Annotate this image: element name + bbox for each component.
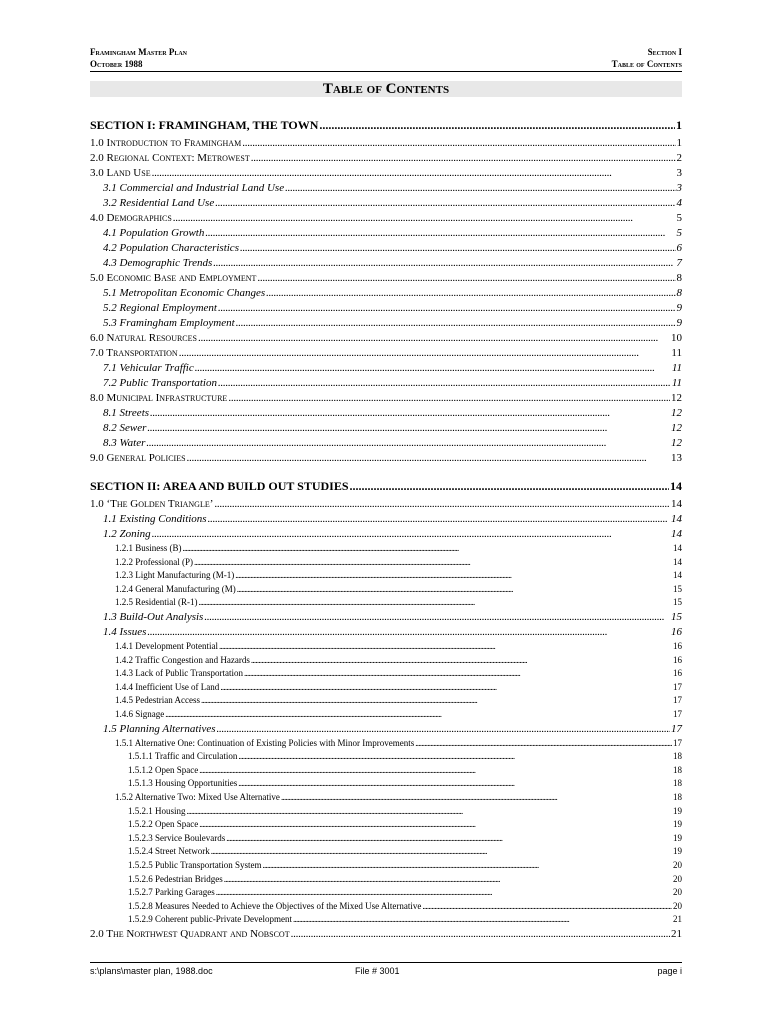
toc-entry-title: 3.0 Land Use — [90, 167, 151, 179]
toc-dot-leader — [244, 668, 672, 678]
toc-dot-leader — [251, 152, 676, 164]
toc-entry — [90, 695, 682, 705]
toc-dot-leader — [199, 819, 672, 829]
toc-entry-title: 1.5.2.2 Open Space — [128, 819, 199, 830]
toc-entry — [90, 584, 682, 594]
toc-page-number: 10 — [671, 332, 682, 344]
toc-dot-leader — [422, 901, 672, 911]
toc-entry-title: 1.5.2.3 Service Boulevards — [128, 832, 226, 843]
toc-entry-title: 5.1 Metropolitan Economic Changes — [103, 287, 266, 299]
toc-entry — [90, 498, 682, 510]
header-section-title: Table of Contents — [611, 59, 682, 69]
toc-dot-leader — [204, 611, 670, 623]
toc-entry — [90, 597, 682, 607]
toc-dot-leader — [319, 118, 675, 133]
toc-dot-leader — [293, 914, 672, 924]
toc-dot-leader — [213, 257, 675, 269]
toc-entry-title: 3.1 Commercial and Industrial Land Use — [103, 182, 285, 194]
toc-dot-leader — [173, 212, 676, 224]
toc-entry — [90, 833, 682, 843]
toc-entry-title: 1.4 Issues — [103, 626, 147, 638]
toc-entry-title: 1.5.1.2 Open Space — [128, 764, 199, 775]
toc-entry-title: 1.0 Introduction to Framingham — [90, 137, 242, 149]
toc-dot-leader — [263, 860, 672, 870]
toc-page-number: 12 — [671, 407, 682, 419]
toc-page-number: 19 — [673, 819, 682, 830]
toc-dot-leader — [199, 765, 672, 775]
toc-entry — [90, 641, 682, 651]
toc-page-number: 12 — [671, 422, 682, 434]
toc-entry — [90, 778, 682, 788]
toc-dot-leader — [211, 846, 672, 856]
toc-dot-leader — [238, 751, 672, 761]
toc-page-number: 12 — [671, 392, 682, 404]
toc-dot-leader — [217, 723, 670, 735]
toc-entry — [90, 513, 682, 525]
toc-entry-title: 1.2.3 Light Manufacturing (M-1) — [115, 570, 235, 581]
toc-page-number: 11 — [671, 362, 682, 374]
toc-page-number: 9 — [676, 302, 682, 314]
toc-dot-leader — [152, 167, 676, 179]
toc-entry-title: 8.2 Sewer — [103, 422, 147, 434]
toc-entry-title: 9.0 General Policies — [90, 452, 186, 464]
toc-dot-leader — [199, 597, 673, 607]
toc-entry-title: 1.5.2.4 Street Network — [128, 846, 210, 857]
toc-dot-leader — [179, 347, 671, 359]
toc-page-number: 17 — [673, 681, 682, 692]
toc-page-number: 16 — [673, 654, 682, 665]
toc-page-number: 19 — [673, 805, 682, 816]
toc-page-number: 11 — [671, 377, 682, 389]
toc-entry-title: 1.1 Existing Conditions — [103, 513, 207, 525]
toc-entry — [90, 655, 682, 665]
toc-entry — [90, 846, 682, 856]
toc-page-number: 11 — [671, 347, 682, 359]
toc-entry-title: 1.5.1.3 Housing Opportunities — [128, 778, 238, 789]
toc-dot-leader — [195, 362, 671, 374]
toc-entry — [90, 914, 682, 924]
toc-dot-leader — [228, 392, 670, 404]
toc-dot-leader — [224, 874, 672, 884]
toc-entry — [90, 874, 682, 884]
toc-entry-title: 1.5.1 Alternative One: Continuation of Existing Policies with Minor Improvements — [115, 737, 415, 748]
toc-entry-title: 7.0 Transportation — [90, 347, 178, 359]
toc-entry-title: SECTION I: FRAMINGHAM, THE TOWN — [90, 118, 319, 132]
toc-dot-leader — [150, 407, 670, 419]
toc-dot-leader — [147, 422, 670, 434]
toc-page-number: 1 — [676, 137, 682, 149]
toc-entry-title: 3.2 Residential Land Use — [103, 197, 215, 209]
toc-entry-title: 1.5.2.6 Pedestrian Bridges — [128, 873, 223, 884]
toc-dot-leader — [215, 197, 675, 209]
toc-dot-leader — [285, 182, 675, 194]
toc-entry — [90, 738, 682, 748]
toc-entry — [90, 928, 682, 940]
toc-page-number: 16 — [673, 668, 682, 679]
toc-entry — [90, 392, 682, 404]
toc-entry-title: 5.0 Economic Base and Employment — [90, 272, 257, 284]
toc-entry — [90, 806, 682, 816]
toc-entry-title: 1.2.4 General Manufacturing (M) — [115, 583, 236, 594]
toc-entry — [90, 570, 682, 580]
toc-dot-leader — [187, 452, 670, 464]
toc-dot-leader — [205, 227, 675, 239]
toc-entry-title: 4.0 Demographics — [90, 212, 172, 224]
toc-dot-leader — [415, 738, 672, 748]
toc-dot-leader — [240, 242, 676, 254]
toc-entry-title: 1.4.4 Inefficient Use of Land — [115, 681, 220, 692]
toc-dot-leader — [165, 709, 672, 719]
toc-entry-title: 1.2 Zoning — [103, 528, 151, 540]
toc-page-number: 17 — [673, 737, 682, 748]
toc-entry-title: 1.5.2.1 Housing — [128, 805, 186, 816]
toc-entry-title: 5.2 Regional Employment — [103, 302, 217, 314]
toc-entry-title: 2.0 Regional Context: Metrowest — [90, 152, 250, 164]
toc-page-number: 20 — [673, 900, 682, 911]
toc-entry — [90, 611, 682, 623]
page-title: Table of Contents — [322, 81, 450, 97]
header-plan-name: Framingham Master Plan — [90, 47, 187, 57]
toc-entry — [90, 287, 682, 299]
toc-dot-leader — [152, 528, 670, 540]
toc-entry-title: 1.5.2.7 Parking Garages — [128, 887, 215, 898]
toc-dot-leader — [198, 332, 670, 344]
toc-page-number: 15 — [673, 583, 682, 594]
toc-entry — [90, 723, 682, 735]
toc-page-number: 8 — [676, 272, 682, 284]
toc-entry — [90, 792, 682, 802]
toc-page-number: 14 — [673, 570, 682, 581]
toc-entry-title: 1.4.6 Signage — [115, 709, 165, 719]
toc-entry — [90, 528, 682, 540]
toc-entry — [90, 765, 682, 775]
toc-entry-title: 1.4.3 Lack of Public Transportation — [115, 668, 243, 679]
toc-page-number: 14 — [671, 498, 682, 510]
toc-page-number: 19 — [673, 846, 682, 857]
toc-entry — [90, 317, 682, 329]
toc-entry — [90, 557, 682, 567]
toc-entry — [90, 751, 682, 761]
toc-entry-title: 8.1 Streets — [103, 407, 150, 419]
toc-entry-title: 1.5.1.1 Traffic and Circulation — [128, 751, 238, 762]
toc-entry — [90, 227, 682, 239]
toc-entry-title: 4.1 Population Growth — [103, 227, 205, 239]
toc-section-heading — [90, 118, 682, 133]
toc-page-number: 18 — [673, 792, 682, 802]
toc-entry — [90, 272, 682, 284]
toc-page-number: 16 — [671, 626, 682, 638]
toc-entry — [90, 242, 682, 254]
toc-entry — [90, 407, 682, 419]
toc-entry-title: 8.3 Water — [103, 437, 146, 449]
toc-entry — [90, 860, 682, 870]
toc-entry-title: SECTION II: AREA AND BUILD OUT STUDIES — [90, 479, 349, 493]
toc-entry — [90, 709, 682, 719]
toc-entry-title: 1.3 Build-Out Analysis — [103, 611, 204, 623]
toc-entry — [90, 543, 682, 553]
toc-page-number: 14 — [673, 543, 682, 553]
toc-entry-title: 1.5 Planning Alternatives — [103, 722, 216, 735]
toc-entry-title: 1.5.2.9 Coherent public-Private Development — [128, 914, 292, 925]
toc-dot-leader — [235, 570, 672, 580]
toc-page-number: 6 — [676, 242, 682, 254]
toc-dot-leader — [251, 655, 672, 665]
toc-dot-leader — [242, 137, 675, 149]
toc-entry — [90, 422, 682, 434]
toc-entry — [90, 257, 682, 269]
toc-entry — [90, 901, 682, 911]
toc-entry-title: 1.2.5 Residential (R-1) — [115, 597, 198, 608]
toc-page-number: 18 — [673, 764, 682, 775]
toc-page-number: 21 — [671, 928, 682, 940]
toc-dot-leader — [146, 437, 670, 449]
toc-page-number: 4 — [676, 197, 682, 209]
toc-page-number: 2 — [676, 152, 682, 164]
toc-entry — [90, 668, 682, 678]
toc-entry — [90, 626, 682, 638]
toc-entry — [90, 887, 682, 897]
toc-dot-leader — [350, 479, 669, 494]
toc-entry-title: 8.0 Municipal Infrastructure — [90, 392, 228, 404]
toc-entry-title: 1.0 ‘The Golden Triangle’ — [90, 498, 214, 510]
toc-page-number: 19 — [673, 832, 682, 843]
toc-entry — [90, 362, 682, 374]
header-rule — [90, 71, 682, 72]
toc-page-number: 20 — [673, 887, 682, 898]
footer-file-number: File # 3001 — [355, 966, 400, 976]
toc-entry — [90, 332, 682, 344]
toc-entry-title: 6.0 Natural Resources — [90, 332, 197, 344]
toc-page-number: 14 — [670, 479, 682, 493]
toc-dot-leader — [218, 302, 676, 314]
toc-entry — [90, 347, 682, 359]
toc-page-number: 8 — [676, 287, 682, 299]
toc-page-number: 20 — [673, 873, 682, 884]
toc-entry-title: 1.4.5 Pedestrian Access — [115, 695, 200, 706]
header-date: October 1988 — [90, 59, 143, 69]
toc-page-number: 18 — [673, 778, 682, 789]
toc-dot-leader — [201, 695, 672, 705]
toc-page-number: 15 — [673, 597, 682, 608]
toc-page-number: 17 — [671, 722, 682, 735]
toc-entry-title: 1.5.2.8 Measures Needed to Achieve the Objectives of the Mixed Use Alternative — [128, 900, 422, 911]
toc-page-number: 13 — [671, 452, 682, 464]
toc-entry-title: 7.2 Public Transportation — [103, 377, 217, 389]
toc-entry — [90, 377, 682, 389]
toc-dot-leader — [218, 377, 671, 389]
toc-page-number: 12 — [671, 437, 682, 449]
toc-dot-leader — [281, 792, 672, 802]
toc-entry — [90, 682, 682, 692]
toc-page-number: 9 — [676, 317, 682, 329]
toc-entry — [90, 437, 682, 449]
toc-entry-title: 1.4.2 Traffic Congestion and Hazards — [115, 654, 250, 665]
header-section: Section I — [647, 47, 682, 57]
toc-page-number: 21 — [673, 914, 682, 925]
toc-entry — [90, 167, 682, 179]
toc-page-number: 3 — [676, 182, 682, 194]
toc-dot-leader — [237, 584, 672, 594]
toc-entry — [90, 152, 682, 164]
toc-entry — [90, 182, 682, 194]
toc-dot-leader — [208, 513, 670, 525]
toc-page-number: 14 — [671, 528, 682, 540]
toc-entry — [90, 819, 682, 829]
toc-dot-leader — [216, 887, 672, 897]
toc-dot-leader — [266, 287, 675, 299]
toc-entry — [90, 302, 682, 314]
toc-dot-leader — [147, 626, 670, 638]
toc-page-number: 15 — [671, 611, 682, 623]
toc-entry — [90, 197, 682, 209]
footer-page-number: page i — [657, 966, 682, 976]
toc-entry-title: 1.2.2 Professional (P) — [115, 556, 193, 567]
toc-page-number: 20 — [673, 860, 682, 870]
document-header-right — [612, 46, 682, 70]
toc-page-number: 16 — [673, 641, 682, 651]
toc-dot-leader — [219, 641, 672, 651]
toc-page-number: 17 — [673, 709, 682, 719]
toc-dot-leader — [226, 833, 672, 843]
toc-page-number: 17 — [673, 695, 682, 706]
toc-entry-title: 1.5.2 Alternative Two: Mixed Use Alternative — [115, 792, 280, 802]
toc-page-number: 14 — [671, 513, 682, 525]
toc-page-number: 14 — [673, 556, 682, 567]
toc-entry — [90, 452, 682, 464]
toc-page-number: 3 — [676, 167, 682, 179]
toc-page-number: 7 — [676, 257, 682, 269]
toc-dot-leader — [220, 682, 672, 692]
toc-page-number: 1 — [676, 118, 682, 132]
document-header-left — [90, 46, 187, 70]
toc-section-heading — [90, 479, 682, 494]
toc-dot-leader — [236, 317, 676, 329]
toc-dot-leader — [187, 806, 672, 816]
toc-entry-title: 2.0 The Northwest Quadrant and Nobscot — [90, 928, 290, 940]
toc-entry-title: 5.3 Framingham Employment — [103, 317, 235, 329]
toc-entry — [90, 137, 682, 149]
toc-page-number: 5 — [676, 227, 682, 239]
toc-dot-leader — [183, 543, 672, 553]
toc-page-number: 18 — [673, 751, 682, 762]
toc-entry-title: 1.5.2.5 Public Transportation System — [128, 860, 262, 870]
toc-entry-title: 4.2 Population Characteristics — [103, 242, 239, 254]
toc-page-number: 5 — [676, 212, 682, 224]
toc-dot-leader — [194, 557, 672, 567]
toc-dot-leader — [214, 498, 670, 510]
footer-file-path: s:\plans\master plan, 1988.doc — [90, 966, 213, 976]
footer-rule — [90, 962, 682, 963]
toc-dot-leader — [238, 778, 672, 788]
toc-entry — [90, 212, 682, 224]
toc-entry-title: 4.3 Demographic Trends — [103, 257, 213, 269]
toc-dot-leader — [257, 272, 675, 284]
toc-entry-title: 7.1 Vehicular Traffic — [103, 362, 194, 374]
toc-dot-leader — [291, 928, 670, 940]
toc-entry-title: 1.2.1 Business (B) — [115, 543, 182, 553]
toc-entry-title: 1.4.1 Development Potential — [115, 641, 218, 651]
